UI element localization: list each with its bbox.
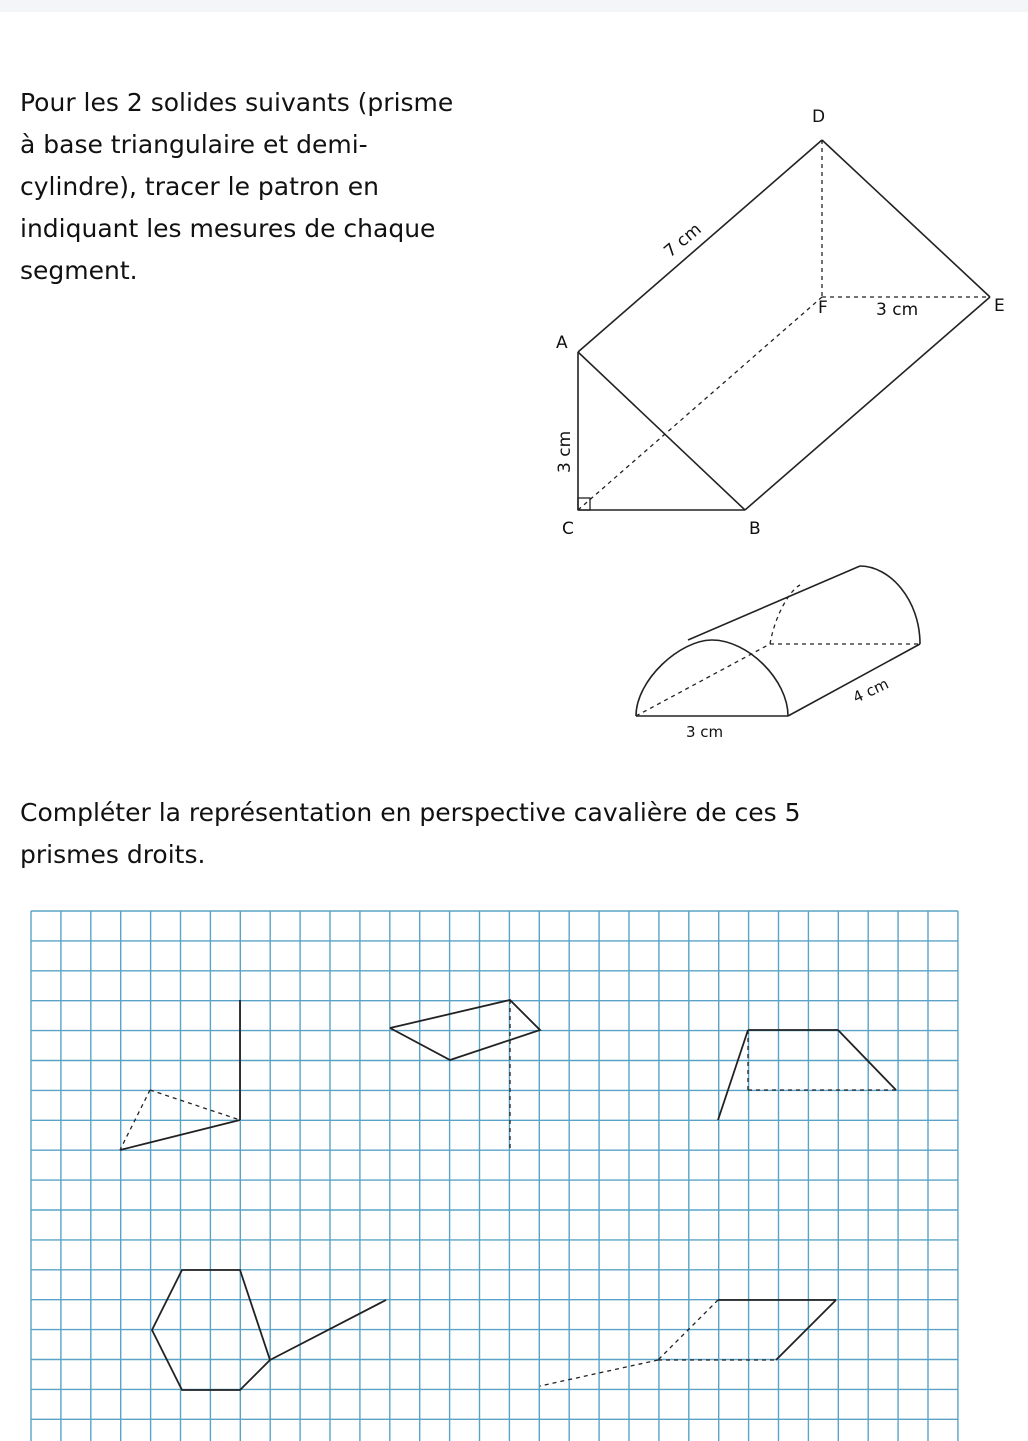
exercise1-line: à base triangulaire et demi- <box>20 130 368 159</box>
edge-a-b <box>578 352 745 510</box>
back-arc <box>860 566 920 644</box>
measure-top: 3 cm <box>876 300 919 320</box>
point-label-c: C <box>562 519 574 539</box>
edge-a-d <box>578 140 822 352</box>
triangular-prism-labels <box>555 107 1005 539</box>
hidden-edges <box>578 140 990 510</box>
prism-drawing-3 <box>718 1030 896 1120</box>
half-cylinder-labels <box>686 675 891 741</box>
edge-e-b <box>745 297 990 510</box>
square-grid <box>31 911 958 1441</box>
prism-drawing-2 <box>390 1000 540 1150</box>
measure-cyl-diameter: 3 cm <box>686 723 724 741</box>
top-edge <box>688 566 860 640</box>
point-label-a: A <box>556 333 568 353</box>
measure-length: 7 cm <box>660 219 706 262</box>
measure-height: 3 cm <box>555 430 575 473</box>
front-arc <box>636 640 788 716</box>
exercise1-line: segment. <box>20 256 138 285</box>
edge-d-e <box>822 140 990 297</box>
point-label-f: F <box>818 298 828 318</box>
exercise1-line: cylindre), tracer le patron en <box>20 172 379 201</box>
point-label-b: B <box>749 519 761 539</box>
point-label-e: E <box>994 296 1005 316</box>
prism-drawing-5 <box>540 1300 836 1386</box>
exercise2-line: Compléter la représentation en perspective cavalière de ces 5 <box>20 798 801 827</box>
triangular-prism-figure <box>578 140 990 510</box>
bottom-edge <box>788 644 920 716</box>
exercise2-line: prismes droits. <box>20 840 206 869</box>
point-label-d: D <box>812 107 826 127</box>
measure-cyl-length: 4 cm <box>850 674 892 707</box>
exercise1-line: indiquant les mesures de chaque <box>20 214 436 243</box>
exercise1-line: Pour les 2 solides suivants (prisme <box>20 88 454 117</box>
